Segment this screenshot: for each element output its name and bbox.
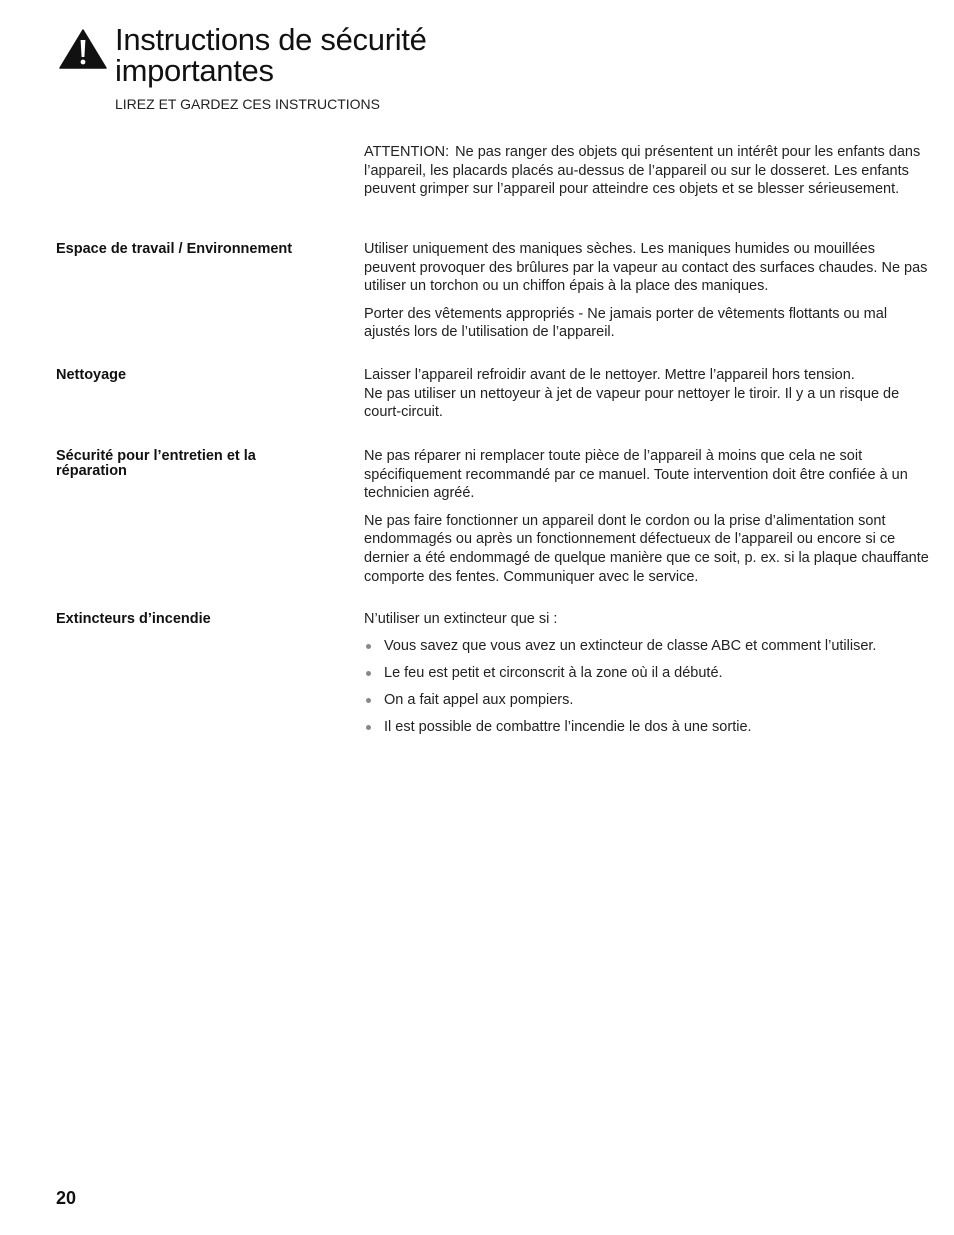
attention-text: Ne pas ranger des objets qui présentent un intérêt pour les enfants dans l’appareil, les placards placés au-dessus de l’appareil ou sur le dosseret. Les enfants peuvent grimper sur l’appareil pour atteindre ces objets et se blesser sérieusement. <box>364 144 921 198</box>
page-title-line2: importantes <box>115 53 274 88</box>
paragraph: Laisser l’appareil refroidir avant de le nettoyer. Mettre l’appareil hors tension. <box>364 367 855 383</box>
section-label-extinguishers: Extincteurs d’incendie <box>56 611 211 627</box>
list-item-text: On a fait appel aux pompiers. <box>384 691 574 708</box>
page-number: 20 <box>56 1188 77 1208</box>
list-item <box>364 664 930 683</box>
list-item-text: Il est possible de combattre l’incendie le dos à une sortie. <box>384 719 752 736</box>
section-label-cleaning: Nettoyage <box>56 367 127 383</box>
page-title-line1: Instructions de sécurité <box>115 22 427 57</box>
section-content-workspace <box>364 240 930 351</box>
section-label-workspace: Espace de travail / Environnement <box>56 241 293 257</box>
section-label-maintenance: Sécurité pour l’entretien et la réparation <box>56 448 256 479</box>
page-title <box>115 24 427 86</box>
paragraph: Ne pas utiliser un nettoyeur à jet de vapeur pour nettoyer le tiroir. Il y a un risque de court-circuit. <box>364 385 900 421</box>
section-content-maintenance <box>364 447 930 595</box>
paragraph: Ne pas faire fonctionner un appareil dont le cordon ou la prise d’alimentation sont endommagés ou après un fonctionnement défectueux de l’appareil ou encore si ce dernier a été endommagé de quelque manière que ce soit, p. ex. si la plaque chauffante comporte des fentes. Communiquer avec le service. <box>364 512 929 585</box>
page-subtitle: LIREZ ET GARDEZ CES INSTRUCTIONS <box>115 96 380 112</box>
attention-label: ATTENTION: <box>364 144 450 160</box>
extinguisher-list <box>364 637 930 737</box>
list-item-text: Vous savez que vous avez un extincteur de classe ABC et comment l’utiliser. <box>384 637 877 654</box>
attention-block <box>364 143 930 199</box>
paragraph: Utiliser uniquement des maniques sèches. Les maniques humides ou mouillées peuvent provoquer des brûlures par la vapeur au contact des surfaces chaudes. Ne pas utiliser un torchon ou un chiffon épais à la place des maniques. <box>364 241 928 295</box>
warning-triangle-icon <box>59 29 107 69</box>
attention-paragraph <box>364 143 930 199</box>
list-item <box>364 691 930 710</box>
list-item <box>364 718 930 737</box>
section-content-cleaning <box>364 366 930 431</box>
extinguisher-intro: N’utiliser un extincteur que si : <box>364 611 558 627</box>
paragraph: Ne pas réparer ni remplacer toute pièce de l’appareil à moins que cela ne soit spécifiquement recommandé par ce manuel. Toute intervention doit être confiée à un technicien agréé. <box>364 448 908 502</box>
bullet-icon <box>366 644 371 649</box>
bullet-icon <box>366 725 371 730</box>
section-content-extinguishers <box>364 610 930 745</box>
paragraph: Porter des vêtements appropriés - Ne jamais porter de vêtements flottants ou mal ajustés lors de l’utilisation de l’appareil. <box>364 305 888 341</box>
bullet-icon <box>366 671 371 676</box>
bullet-icon <box>366 698 371 703</box>
list-item-text: Le feu est petit et circonscrit à la zone où il a débuté. <box>384 664 723 681</box>
list-item <box>364 637 930 656</box>
